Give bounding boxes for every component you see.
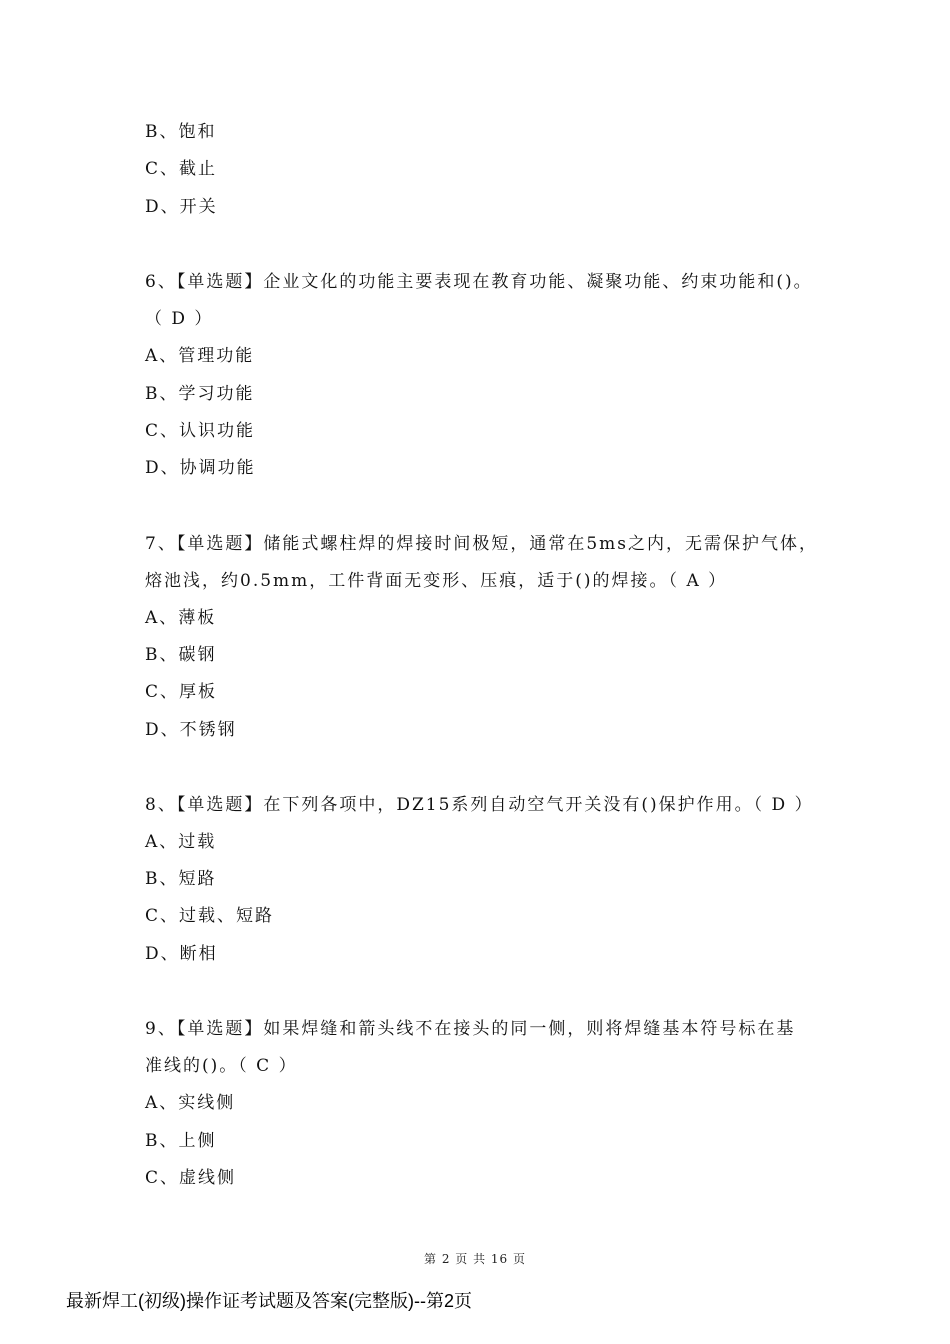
q6-option-b: B、学习功能 (145, 384, 255, 404)
q7-stem-line1: 7、【单选题】储能式螺柱焊的焊接时间极短，通常在5ms之内，无需保护气体， (145, 534, 818, 554)
page-number: 第 2 页 共 16 页 (424, 1252, 526, 1266)
q8-option-b: B、短路 (145, 869, 217, 889)
q8-option-d: D、断相 (145, 944, 218, 964)
q8-option-c: C、过载、短路 (145, 906, 275, 926)
q5-option-d: D、开关 (145, 197, 218, 217)
q6-answer: （ D ） (145, 309, 214, 329)
q7-option-a: A、薄板 (145, 608, 217, 628)
q7-option-b: B、碳钢 (145, 645, 217, 665)
q8-stem-line1: 8、【单选题】在下列各项中，DZ15系列自动空气开关没有()保护作用。（ D ） (145, 795, 814, 815)
q5-option-b: B、饱和 (145, 122, 217, 142)
q7-stem-line2: 熔池浅，约0.5mm，工件背面无变形、压痕，适于()的焊接。（ A ） (145, 571, 728, 591)
q6-option-c: C、认识功能 (145, 421, 256, 441)
q6-option-a: A、管理功能 (145, 346, 255, 366)
q7-option-c: C、厚板 (145, 682, 218, 702)
q6-option-d: D、协调功能 (145, 458, 256, 478)
document-caption: 最新焊工(初级)操作证考试题及答案(完整版)--第2页 (66, 1291, 472, 1311)
q9-stem-line1: 9、【单选题】如果焊缝和箭头线不在接头的同一侧，则将焊缝基本符号标在基 (145, 1019, 796, 1039)
q9-option-b: B、上侧 (145, 1131, 217, 1151)
q9-option-c: C、虚线侧 (145, 1168, 237, 1188)
q9-option-a: A、实线侧 (145, 1093, 236, 1113)
q9-stem-line2: 准线的()。（ C ） (145, 1056, 298, 1076)
q6-stem-line1: 6、【单选题】企业文化的功能主要表现在教育功能、凝聚功能、约束功能和()。 (145, 272, 813, 292)
q7-option-d: D、不锈钢 (145, 720, 237, 740)
q5-option-c: C、截止 (145, 159, 218, 179)
q8-option-a: A、过载 (145, 832, 217, 852)
